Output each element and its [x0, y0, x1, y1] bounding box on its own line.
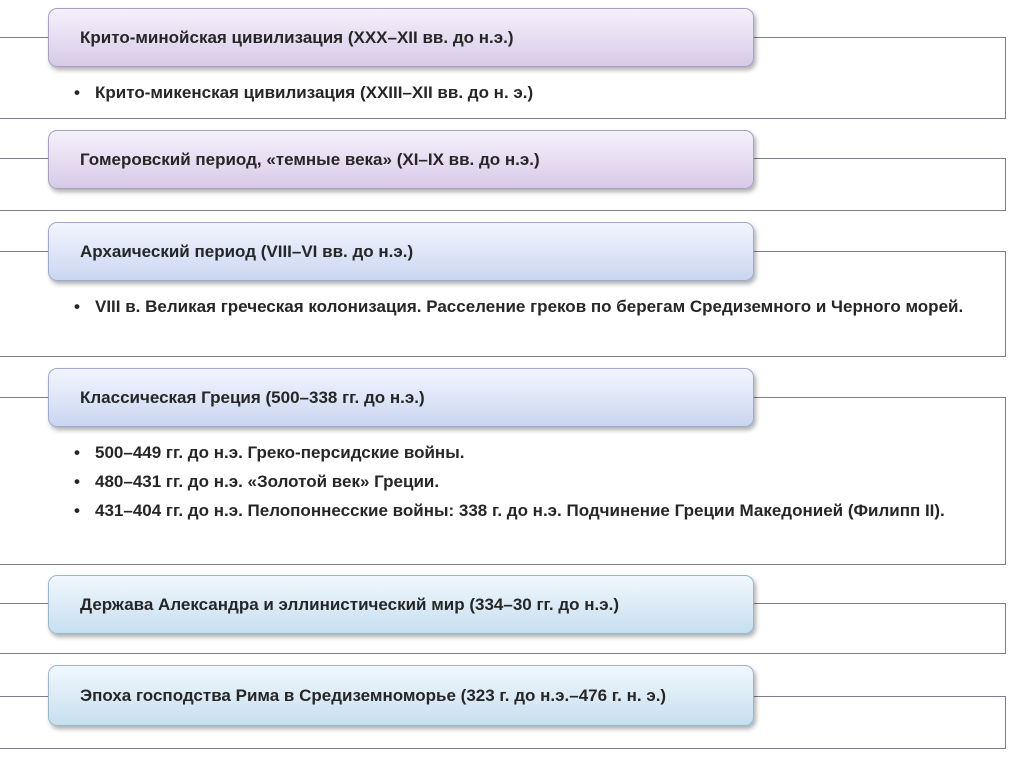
period-5-header [48, 575, 754, 634]
period-4-header [48, 368, 754, 427]
period-2-header [48, 130, 754, 189]
period-6-title: Эпоха господства Рима в Средиземноморье (323 г. до н.э.–476 г. н. э.) [80, 686, 667, 705]
period-1-item-1: • Крито-микенская цивилизация (XXIII–XII вв. до н. э.) [74, 80, 985, 106]
period-4-item-2: • 480–431 гг. до н.э. «Золотой век» Греции. [74, 469, 985, 495]
period-6-header [48, 665, 754, 726]
period-3-item-1: • VIII в. Великая греческая колонизация. Расселение греков по берегам Средиземного и Черного морей. [74, 294, 985, 320]
period-4-item-3: • 431–404 гг. до н.э. Пелопоннесские войны: 338 г. до н.э. Подчинение Греции Македонией (Филипп II). [74, 498, 985, 524]
period-4-title: Классическая Греция (500–338 гг. до н.э.) [80, 388, 425, 407]
period-4-item-1: • 500–449 гг. до н.э. Греко-персидские войны. [74, 440, 985, 466]
period-1-title: Крито-минойская цивилизация (XXX–XII вв. до н.э.) [80, 28, 514, 47]
period-3-title: Архаический период (VIII–VI вв. до н.э.) [80, 242, 414, 261]
period-3-header [48, 222, 754, 281]
period-5-title: Держава Александра и эллинистический мир (334–30 гг. до н.э.) [80, 595, 620, 614]
period-1-header [48, 8, 754, 67]
period-2-title: Гомеровский период, «темные века» (XI–IX вв. до н.э.) [80, 150, 540, 169]
